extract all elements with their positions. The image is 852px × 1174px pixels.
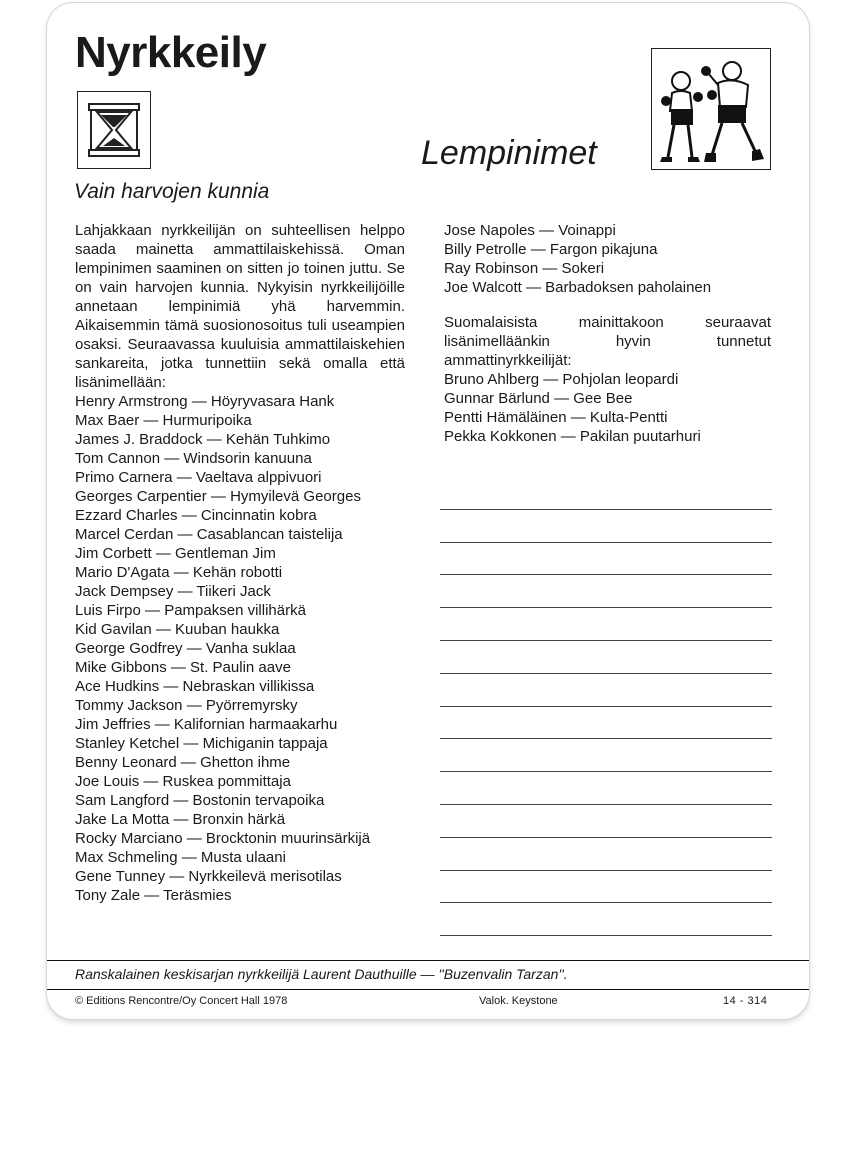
nickname-list: [75, 392, 405, 905]
list-item: Rocky Marciano — Brocktonin muurinsärkijä: [75, 830, 371, 847]
card-subtitle: Vain harvojen kunnia: [74, 180, 270, 203]
list-item: Sam Langford — Bostonin tervapoika: [75, 792, 325, 809]
note-line: [440, 575, 772, 608]
list-item: Luis Firpo — Pampaksen villihärkä: [75, 602, 306, 619]
list-item: Jim Jeffries — Kalifornian harmaakarhu: [75, 716, 338, 733]
note-line: [440, 641, 772, 674]
card-topic: Lempinimet: [421, 134, 597, 172]
list-item: Georges Carpentier — Hymyilevä Georges: [75, 488, 361, 505]
note-line: [440, 674, 772, 707]
note-line: [440, 608, 772, 641]
boxers-icon: [651, 48, 771, 170]
caption-divider-bottom: [47, 989, 809, 990]
photo-caption: Ranskalainen keskisarjan nyrkkeilijä Laurent Dauthuille — ''Buzenvalin Tarzan''.: [75, 966, 568, 982]
list-item: Ace Hudkins — Nebraskan villikissa: [75, 678, 315, 695]
list-item: Tom Cannon — Windsorin kanuuna: [75, 450, 312, 467]
note-line: [440, 739, 772, 772]
list-item: Ezzard Charles — Cincinnatin kobra: [75, 507, 317, 524]
finnish-nickname-list: [444, 370, 771, 446]
right-column: [444, 221, 771, 446]
intro-paragraph: Lahjakkaan nyrkkeilijän on suhteellisen helppo saada mainetta ammattilaiskehissä. Oman lempinimen saaminen on sitten jo toinen juttu. Se on vain harvojen kunnia. Nykyisin nyrkkeilijöille annetaan lempinimiä yhä harvemmin. Aikaisemmin tämä suosionosoitus tuli useampien osaksi. Seuraavassa kuuluisia ammattilaiskehien sankareita, jotka tunnettiin sekä omalla että lisänimellään:: [75, 222, 405, 391]
note-line: [440, 772, 772, 805]
hourglass-icon: [77, 91, 151, 169]
list-item: Jim Corbett — Gentleman Jim: [75, 545, 276, 562]
nickname-list-continued: [444, 221, 771, 297]
list-item: Jose Napoles — Voinappi: [444, 222, 616, 239]
list-item: Billy Petrolle — Fargon pikajuna: [444, 241, 658, 258]
list-item: Pekka Kokkonen — Pakilan puutarhuri: [444, 428, 701, 445]
list-item: Joe Walcott — Barbadoksen paholainen: [444, 279, 712, 296]
note-line: [440, 477, 772, 510]
list-item: Primo Carnera — Vaeltava alppivuori: [75, 469, 322, 486]
note-line: [440, 707, 772, 740]
list-item: Ray Robinson — Sokeri: [444, 260, 605, 277]
card-code: 14 - 314: [723, 995, 768, 1007]
note-line: [440, 510, 772, 543]
list-item: Tommy Jackson — Pyörremyrsky: [75, 697, 298, 714]
note-line: [440, 838, 772, 871]
note-line: [440, 871, 772, 904]
list-item: Tony Zale — Teräsmies: [75, 887, 232, 904]
list-item: Bruno Ahlberg — Pohjolan leopardi: [444, 371, 679, 388]
list-item: Kid Gavilan — Kuuban haukka: [75, 621, 280, 638]
list-item: George Godfrey — Vanha suklaa: [75, 640, 296, 657]
copyright-text: © Editions Rencontre/Oy Concert Hall 1978: [75, 995, 288, 1007]
list-item: Max Schmeling — Musta ulaani: [75, 849, 286, 866]
list-item: Gunnar Bärlund — Gee Bee: [444, 390, 633, 407]
list-item: Mario D'Agata — Kehän robotti: [75, 564, 283, 581]
list-item: James J. Braddock — Kehän Tuhkimo: [75, 431, 331, 448]
list-item: Benny Leonard — Ghetton ihme: [75, 754, 291, 771]
list-item: Jack Dempsey — Tiikeri Jack: [75, 583, 271, 600]
list-item: Gene Tunney — Nyrkkeilevä merisotilas: [75, 868, 342, 885]
list-item: Stanley Ketchel — Michiganin tappaja: [75, 735, 328, 752]
card-title: Nyrkkeily: [75, 28, 267, 77]
photo-credit: Valok. Keystone: [479, 995, 558, 1007]
list-item: Jake La Motta — Bronxin härkä: [75, 811, 286, 828]
sports-card: [47, 3, 809, 1019]
note-line: [440, 543, 772, 576]
list-item: Mike Gibbons — St. Paulin aave: [75, 659, 291, 676]
list-item: Marcel Cerdan — Casablancan taistelija: [75, 526, 343, 543]
list-item: Max Baer — Hurmuripoika: [75, 412, 252, 429]
list-item: Henry Armstrong — Höyryvasara Hank: [75, 393, 335, 410]
list-item: Joe Louis — Ruskea pommittaja: [75, 773, 291, 790]
caption-divider-top: [47, 960, 809, 961]
left-column: [75, 221, 405, 905]
list-item: Pentti Hämäläinen — Kulta-Pentti: [444, 409, 668, 426]
note-line: [440, 903, 772, 936]
note-line: [440, 805, 772, 838]
finnish-intro-paragraph: Suomalaisista mainittakoon seuraavat lisänimelläänkin hyvin tunnetut ammattinyrkkeilijät:: [444, 314, 771, 369]
note-lines: [440, 477, 772, 936]
